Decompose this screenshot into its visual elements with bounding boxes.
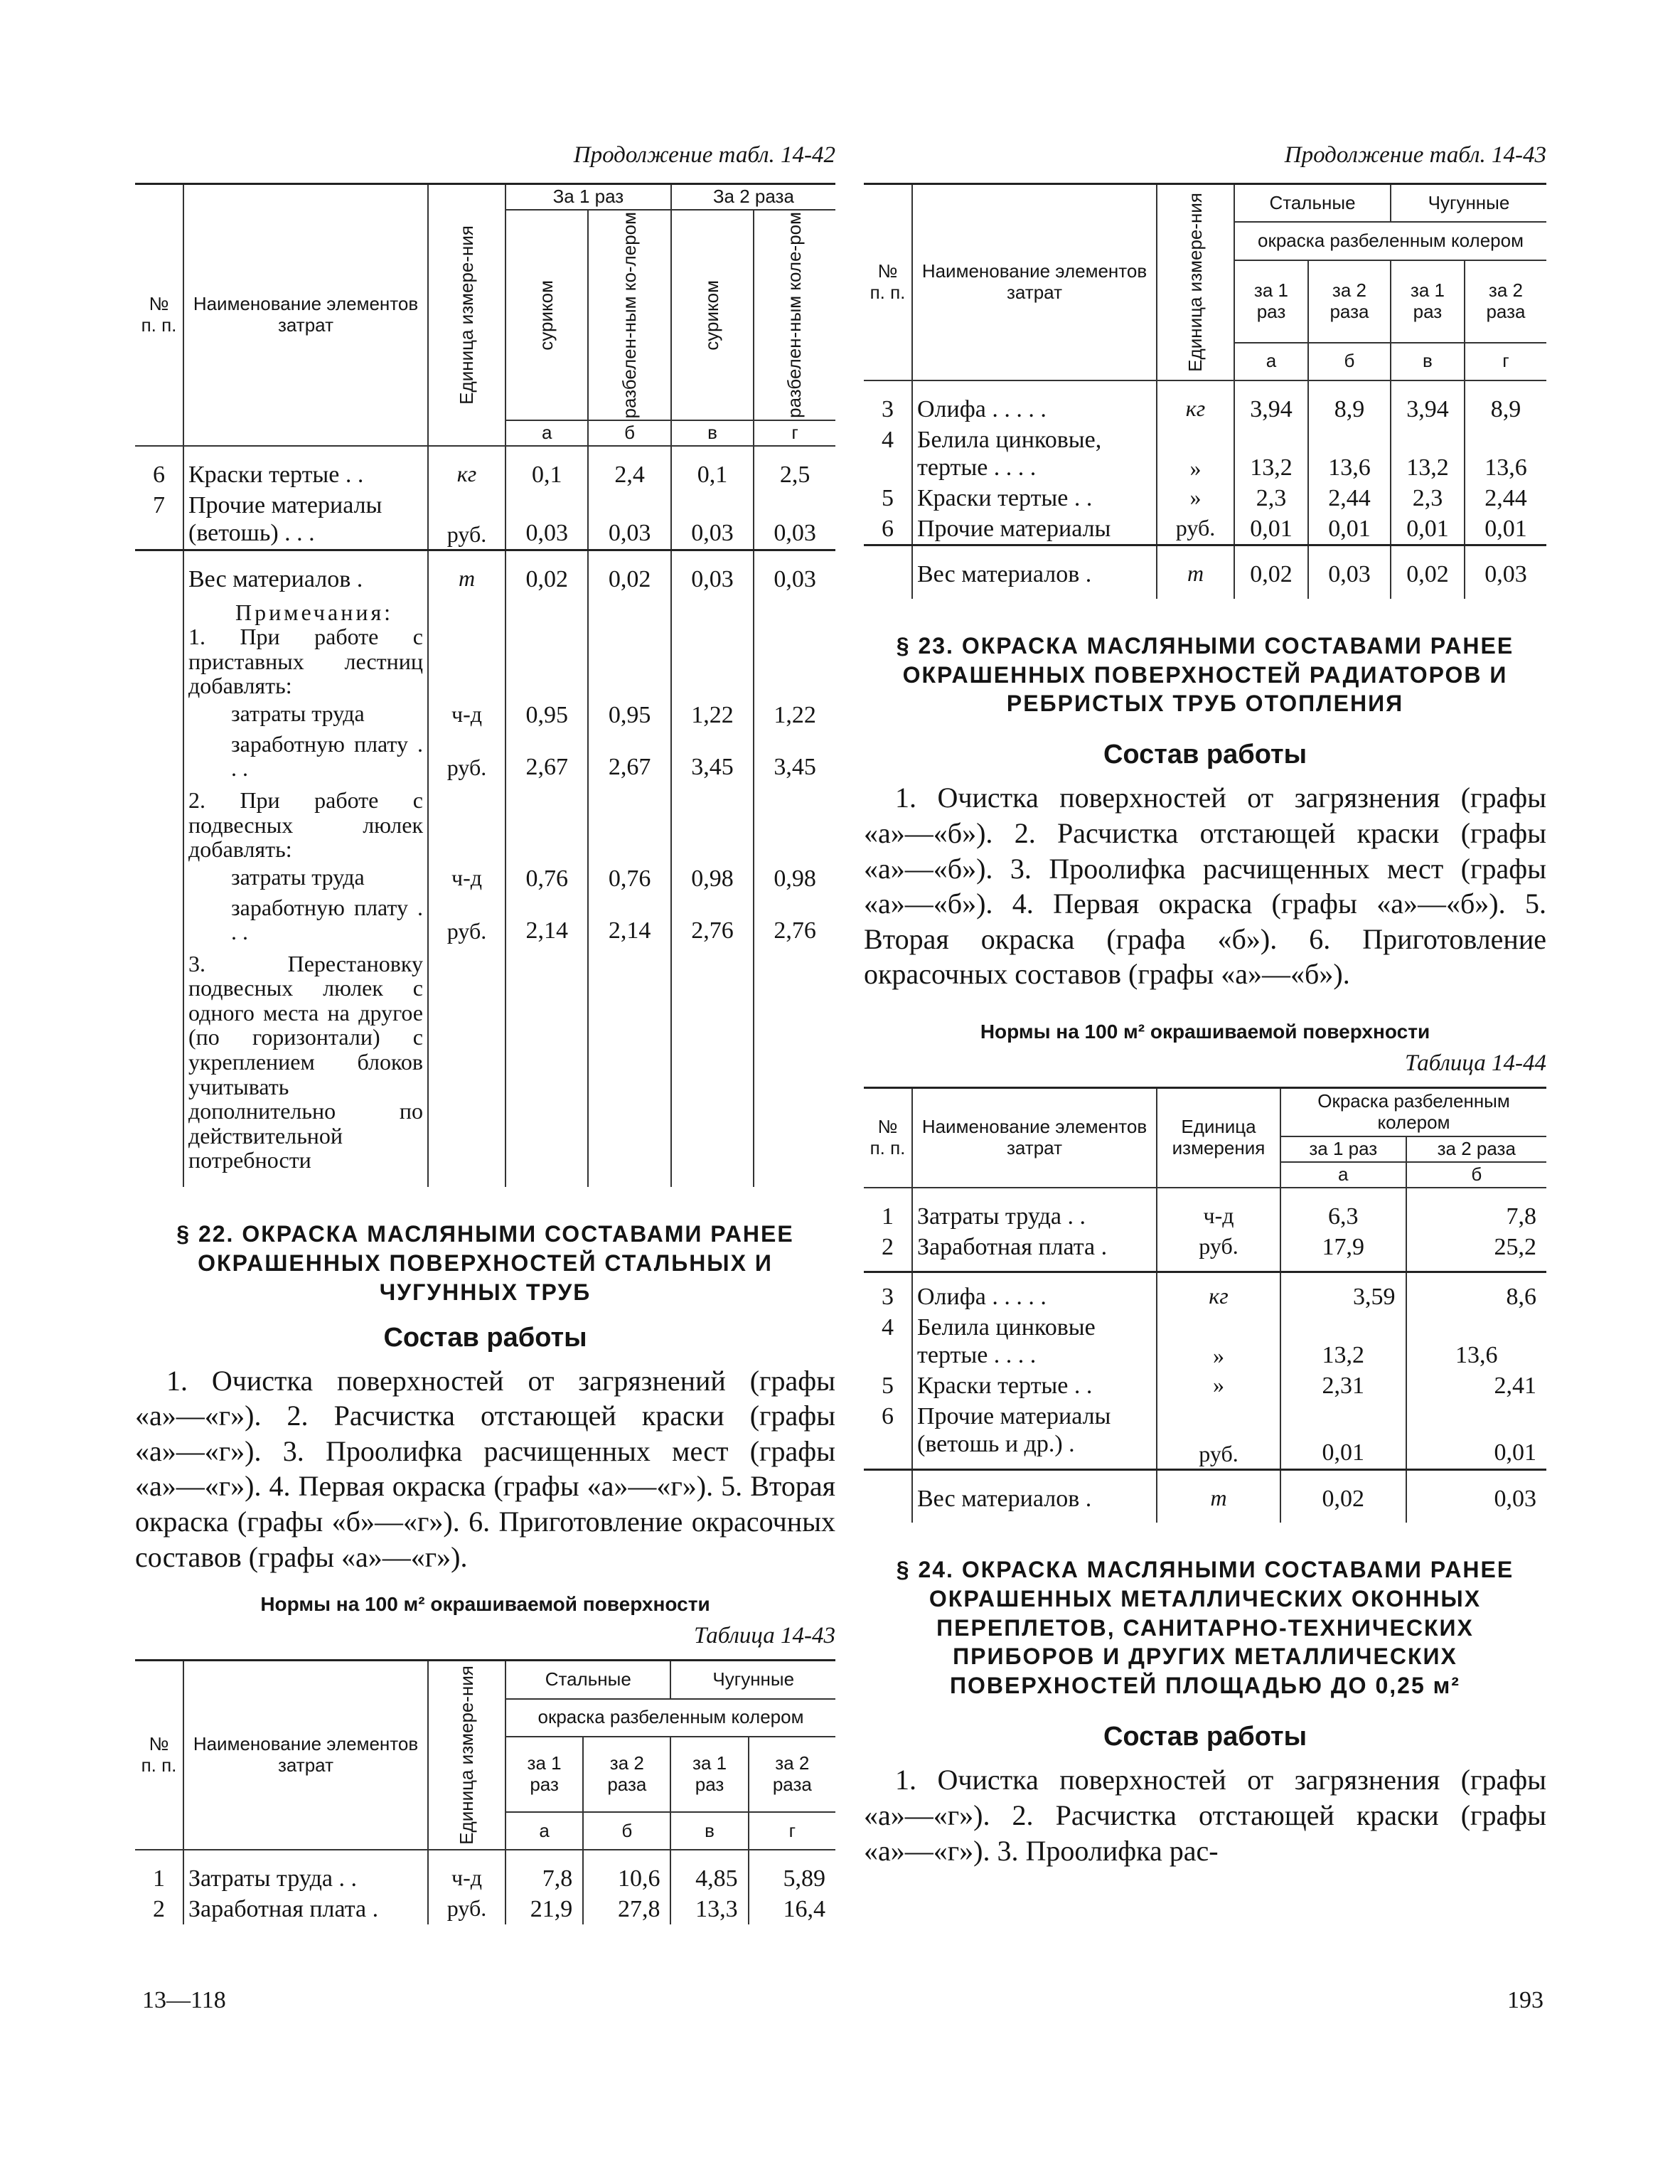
col-twice: за 2 раза	[749, 1737, 835, 1812]
note-row: заработную плату . . . руб. 2,14 2,14 2,76 2,76	[135, 894, 835, 946]
col-num-header: № п. п.	[864, 1087, 912, 1187]
printer-signature: 13—118	[142, 1987, 226, 2013]
note-row: 3. Перестановку подвесных люлек с одного места на другое (по горизонтали) с укреплением блоков учитывать дополнительно по действительной потребности	[135, 946, 835, 1187]
col-letter-g: г	[749, 1812, 835, 1850]
col-paint-header: окраска разбеленным колером	[505, 1699, 835, 1737]
col-unit-header: Единица измерения	[1157, 1087, 1280, 1187]
col-once: за 1 раз	[1391, 260, 1465, 343]
table-row: 1 Затраты труда . . ч-д 7,8 10,6 4,85 5,89	[135, 1863, 835, 1894]
col-letter-b: б	[588, 420, 670, 446]
col-name-header: Наименование элементов затрат	[912, 184, 1157, 381]
col-twice: за 2 раза	[1308, 260, 1391, 343]
table-row: 7 Прочие материалы (ветошь) . . . руб. 0,03 0,03 0,03 0,03	[135, 490, 835, 550]
table-row: 2 Заработная плата . руб. 21,9 27,8 13,3 16,4	[135, 1894, 835, 1924]
col-minium-2: суриком	[671, 210, 754, 420]
col-once: за 1 раз	[505, 1737, 583, 1812]
col-cast-header: Чугунные	[670, 1661, 835, 1699]
col-letter-b: б	[583, 1812, 670, 1850]
continuation-caption-43: Продолжение табл. 14-43	[1284, 142, 1546, 168]
section-23-title: § 23. ОКРАСКА МАСЛЯНЫМИ СОСТАВАМИ РАНЕЕ ОКРАШЕННЫХ ПОВЕРХНОСТЕЙ РАДИАТОРОВ И РЕБРИСТЫХ ТРУБ ОТОПЛЕНИЯ	[896, 632, 1514, 717]
section-23-text: 1. Очистка поверхностей от загрязнения (графы «а»—«б»). 2. Расчистка отстающей краски (графы «а»—«б»). 3. Проолифка расчищенных мест (графы «а»—«б»). 4. Первая окраска (графы «а»—«б»). 5. Вторая окраска (графа «б»). 6. Приготовление окрасочных составов (графы «а»—«б»).	[864, 782, 1546, 991]
section-22-norms: Нормы на 100 м² окрашиваемой поверхности	[260, 1593, 710, 1616]
col-paint-header: Окраска разбеленным колером	[1280, 1087, 1546, 1136]
section-23-work-heading: Состав работы	[1103, 740, 1307, 770]
col-letter-g: г	[1465, 343, 1546, 380]
note-row	[135, 595, 835, 700]
table-row: 6 Прочие материалы руб. 0,01 0,01 0,01 0,01	[864, 513, 1546, 545]
col-letter-b: б	[1406, 1162, 1546, 1188]
col-whiten-1: разбелен-ным ко-лером	[588, 210, 670, 420]
col-num-header: № п. п.	[135, 184, 183, 447]
table-row: 2 Заработная плата . руб. 17,9 25,2	[864, 1232, 1546, 1272]
col-once-header: За 1 раз	[505, 184, 671, 210]
col-twice: за 2 раза	[1406, 1136, 1546, 1162]
table-row: 3 Олифа . . . . . кг 3,94 8,9 3,94 8,9	[864, 394, 1546, 425]
table-14-42-continued	[135, 183, 835, 1187]
col-twice: за 2 раза	[583, 1737, 670, 1812]
col-name-header: Наименование элементов затрат	[183, 1661, 428, 1850]
table-row-weight: Вес материалов . т 0,02 0,02 0,03 0,03	[135, 550, 835, 595]
section-24-work-heading: Состав работы	[1103, 1722, 1307, 1752]
table-row-weight: Вес материалов . т 0,02 0,03	[864, 1469, 1546, 1523]
note-row: затраты труда ч-д 0,95 0,95 1,22 1,22	[135, 700, 835, 730]
table-row: 4 Белила цинковые тертые . . . . » 13,2 13,6	[864, 1312, 1546, 1370]
table-14-43-continued	[864, 183, 1546, 599]
col-cast-header: Чугунные	[1391, 184, 1546, 223]
table-row-weight: Вес материалов . т 0,02 0,03 0,02 0,03	[864, 545, 1546, 599]
table-14-44	[864, 1087, 1546, 1523]
col-unit-header: Единица измере-ния	[428, 184, 505, 447]
left-column	[135, 142, 835, 1924]
table-row: 6 Краски тертые . . кг 0,1 2,4 0,1 2,5	[135, 459, 835, 490]
table-14-43-caption: Таблица 14-43	[694, 1623, 835, 1649]
note-row: затраты труда ч-д 0,76 0,76 0,98 0,98	[135, 863, 835, 894]
col-twice-header: За 2 раза	[671, 184, 835, 210]
table-row: 4 Белила цинковые, тертые . . . . » 13,2 13,6 13,2 13,6	[864, 425, 1546, 483]
col-num-header: № п. п.	[864, 184, 912, 381]
col-name-header: Наименование элементов затрат	[183, 184, 428, 447]
section-23-norms: Нормы на 100 м² окрашиваемой поверхности	[980, 1020, 1430, 1043]
col-letter-a: а	[505, 420, 588, 446]
section-22-title: § 22. ОКРАСКА МАСЛЯНЫМИ СОСТАВАМИ РАНЕЕ ОКРАШЕННЫХ ПОВЕРХНОСТЕЙ СТАЛЬНЫХ И ЧУГУННЫХ ТРУБ	[176, 1220, 794, 1305]
table-row: 5 Краски тертые . . » 2,3 2,44 2,3 2,44	[864, 483, 1546, 513]
col-letter-v: в	[670, 1812, 748, 1850]
table-14-44-caption: Таблица 14-44	[1405, 1050, 1546, 1076]
table-14-43	[135, 1659, 835, 1924]
col-whiten-2: разбелен-ным коле-ром	[754, 210, 835, 420]
section-22-work-heading: Состав работы	[383, 1322, 587, 1353]
col-letter-a: а	[1280, 1162, 1406, 1188]
section-22-text: 1. Очистка поверхностей от загрязнений (графы «а»—«г»). 2. Расчистка отстающей краски (графы «а»—«г»). 3. Проолифка расчищенных мест (графы «а»—«г»). 4. Первая окраска (графы «а»—«г»). 5. Вторая окраска (графы «б»—«г»). 6. Приготовление окрасочных составов (графы «а»—«г»).	[135, 1364, 835, 1573]
note-1-text: 1. При работе с приставных лестниц добавлять:	[188, 624, 423, 699]
table-row: 1 Затраты труда . . ч-д 6,3 7,8	[864, 1201, 1546, 1232]
col-unit-header: Единица измере-ния	[1157, 184, 1234, 381]
col-paint-header: окраска разбеленным колером	[1234, 222, 1546, 260]
section-24-title: § 24. ОКРАСКА МАСЛЯНЫМИ СОСТАВАМИ РАНЕЕ ОКРАШЕННЫХ МЕТАЛЛИЧЕСКИХ ОКОННЫХ ПЕРЕПЛЕТОВ, САНИТАРНО-ТЕХНИЧЕСКИХ ПРИБОРОВ И ДРУГИХ МЕТАЛЛИЧЕСКИХ ПОВЕРХНОСТЕЙ ПЛОЩАДЬЮ ДО 0,25 м²	[896, 1556, 1514, 1699]
col-twice: за 2 раза	[1465, 260, 1546, 343]
right-column	[864, 142, 1546, 1868]
col-once: за 1 раз	[670, 1737, 748, 1812]
continuation-caption-42: Продолжение табл. 14-42	[573, 142, 835, 168]
note-row: заработную плату . . . руб. 2,67 2,67 3,45 3,45	[135, 730, 835, 782]
col-once: за 1 раз	[1234, 260, 1308, 343]
col-letter-g: г	[754, 420, 835, 446]
col-steel-header: Стальные	[505, 1661, 670, 1699]
col-steel-header: Стальные	[1234, 184, 1391, 223]
col-minium-1: суриком	[505, 210, 588, 420]
col-unit-header: Единица измере-ния	[428, 1661, 505, 1850]
table-row: 6 Прочие материалы (ветошь и др.) . руб. 0,01 0,01	[864, 1401, 1546, 1469]
col-letter-a: а	[505, 1812, 583, 1850]
col-letter-v: в	[1391, 343, 1465, 380]
col-letter-v: в	[671, 420, 754, 446]
page-number: 193	[1507, 1987, 1543, 2013]
col-letter-a: а	[1234, 343, 1308, 380]
col-num-header: № п. п.	[135, 1661, 183, 1850]
col-name-header: Наименование элементов затрат	[912, 1087, 1157, 1187]
col-once: за 1 раз	[1280, 1136, 1406, 1162]
section-24-text: 1. Очистка поверхностей от загрязнения (графы «а»—«г»). 2. Расчистка отстающей краски (графы «а»—«г»). 3. Проолифка рас-	[864, 1764, 1546, 1867]
table-row: 5 Краски тертые . . » 2,31 2,41	[864, 1370, 1546, 1401]
table-row: 3 Олифа . . . . . кг 3,59 8,6	[864, 1272, 1546, 1312]
note-row: 2. При работе с подвесных люлек добавлять:	[135, 782, 835, 863]
col-letter-b: б	[1308, 343, 1391, 380]
note-heading: Примечания:	[235, 599, 394, 625]
